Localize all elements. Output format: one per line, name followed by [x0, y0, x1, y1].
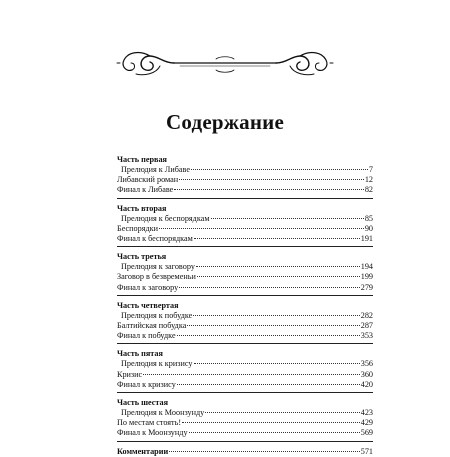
dot-leader — [189, 432, 360, 433]
entry-title: Финал к побудке — [117, 331, 176, 341]
part-title: Часть вторая — [117, 203, 167, 213]
toc-entry — [117, 370, 373, 380]
toc-entry — [117, 359, 373, 369]
entry-title: Финал к кризису — [117, 379, 176, 389]
entry-title: Прелюдия к побудке — [121, 310, 193, 320]
page-number: 85 — [364, 213, 373, 223]
entry-title: Финал к заговору — [117, 282, 179, 292]
entry-title: Финал к беспорядкам — [117, 234, 193, 244]
page-number: 282 — [360, 310, 373, 320]
toc-entry — [117, 311, 373, 321]
toc-entry — [117, 380, 373, 390]
dot-leader — [177, 384, 360, 385]
dot-leader — [194, 363, 360, 364]
dot-leader — [177, 335, 360, 336]
comments-entry — [117, 447, 373, 457]
entry-title: Прелюдия к кризису — [121, 359, 193, 369]
toc-section — [117, 252, 373, 296]
dot-leader — [174, 189, 364, 190]
dot-leader — [205, 412, 359, 413]
page-number: 571 — [360, 446, 373, 456]
entry-title: Финал к Моонзунду — [117, 428, 188, 438]
page-number: 360 — [360, 369, 373, 379]
page-number: 356 — [360, 359, 373, 369]
part-title: Часть пятая — [117, 349, 163, 359]
page-number: 353 — [360, 331, 373, 341]
part-title: Часть четвертая — [117, 300, 179, 310]
toc-entry — [117, 175, 373, 185]
page-number: 191 — [360, 234, 373, 244]
page-number: 194 — [360, 262, 373, 272]
toc-entry — [117, 214, 373, 224]
part-title: Часть третья — [117, 252, 167, 262]
toc-entry — [117, 321, 373, 331]
dot-leader — [169, 451, 360, 452]
page-number: 279 — [360, 282, 373, 292]
toc-entry — [117, 331, 373, 341]
entry-title: Финал к Либаве — [117, 185, 174, 195]
page-number: 287 — [360, 321, 373, 331]
dot-leader — [193, 315, 359, 316]
dot-leader — [143, 374, 360, 375]
entry-title: Прелюдия к Моонзунду — [121, 408, 205, 418]
entry-title: Заговор в безвременьи — [117, 272, 196, 282]
toc-entry — [117, 224, 373, 234]
dot-leader — [194, 238, 360, 239]
dot-leader — [196, 266, 360, 267]
page-number: 90 — [364, 223, 373, 233]
page-number: 199 — [360, 272, 373, 282]
toc-entry — [117, 272, 373, 282]
page-number: 7 — [368, 165, 373, 174]
page-title: Содержание — [166, 110, 284, 134]
comments-title: Комментарии — [117, 446, 169, 456]
entry-title: Прелюдия к Либаве — [121, 165, 190, 174]
table-of-contents — [117, 155, 373, 457]
dot-leader — [179, 287, 360, 288]
dot-leader — [179, 179, 364, 180]
dot-leader — [182, 422, 360, 423]
toc-entry — [117, 234, 373, 244]
entry-title: Беспорядки — [117, 223, 159, 233]
dot-leader — [187, 325, 359, 326]
toc-entry — [117, 418, 373, 428]
entry-title: Кризис — [117, 369, 143, 379]
part-title: Часть шестая — [117, 398, 169, 408]
toc-entry — [117, 165, 373, 175]
page-number: 429 — [360, 418, 373, 428]
toc-section — [117, 398, 373, 442]
toc-entry — [117, 408, 373, 418]
toc-section — [117, 204, 373, 248]
dot-leader — [191, 169, 368, 170]
page-number: 423 — [360, 408, 373, 418]
dot-leader — [159, 228, 364, 229]
entry-title: Прелюдия к заговору — [121, 262, 195, 272]
page-number: 82 — [364, 185, 373, 195]
entry-title: Прелюдия к беспорядкам — [121, 213, 210, 223]
page-number: 12 — [364, 175, 373, 185]
toc-entry — [117, 262, 373, 272]
toc-entry — [117, 185, 373, 195]
page-number: 569 — [360, 428, 373, 438]
toc-section — [117, 349, 373, 393]
entry-title: Либавский роман — [117, 175, 179, 185]
toc-entry — [117, 428, 373, 438]
entry-title: Балтийская побудка — [117, 321, 187, 331]
entry-title: По местам стоять! — [117, 418, 182, 428]
page-number: 420 — [360, 379, 373, 389]
toc-section — [117, 301, 373, 345]
dot-leader — [197, 276, 360, 277]
part-title: Часть первая — [117, 155, 167, 164]
dot-leader — [211, 218, 364, 219]
toc-section — [117, 155, 373, 199]
toc-entry — [117, 283, 373, 293]
scrollwork-ornament-icon — [116, 48, 334, 78]
